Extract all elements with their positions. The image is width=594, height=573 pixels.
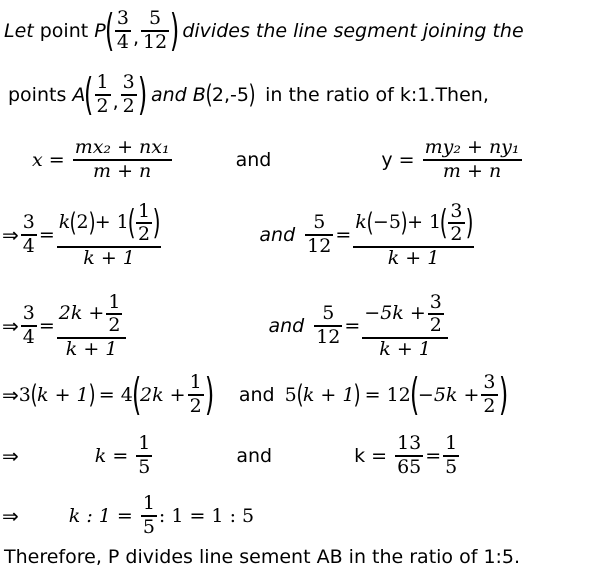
fraction-numerator: [57, 201, 162, 246]
point-p-label: P: [94, 20, 106, 42]
k-equals: k =: [94, 445, 129, 467]
left-paren: (: [104, 5, 114, 56]
left-paren: (: [409, 369, 420, 420]
equals-sign: =: [344, 315, 361, 337]
right-paren: ): [88, 208, 96, 239]
a-y-fraction: [121, 72, 137, 117]
plus-one: + 1: [94, 211, 129, 234]
thirteen-sixtyfifths-fraction: [395, 433, 423, 478]
left-paren: (: [439, 203, 448, 244]
ratio-result-line: [2, 488, 254, 544]
fraction-denominator: 2: [483, 394, 496, 417]
k-values-line: [2, 428, 461, 484]
left-paren: (: [84, 69, 94, 120]
and-word: and: [150, 84, 187, 106]
left-paren: (: [366, 208, 374, 239]
half-fraction: [188, 372, 204, 417]
ratio-text: in the ratio of k:1.Then,: [265, 84, 489, 106]
fraction-numerator: mx₂ + nx₁: [74, 136, 170, 159]
plus-one: + 1: [407, 211, 442, 234]
three-quarters-fraction: [21, 303, 37, 348]
section-formula-line: [32, 135, 524, 185]
fraction-numerator: 3: [450, 199, 463, 222]
p-y-fraction: [141, 8, 169, 53]
value: −5: [372, 211, 401, 234]
fraction-denominator: m + n: [93, 159, 152, 182]
equals-sign: =: [38, 315, 55, 337]
half-fraction: [106, 292, 122, 337]
implies-arrow: ⇒: [2, 504, 19, 528]
y-lhs: y =: [381, 149, 415, 171]
one-fifth-fraction: [141, 493, 157, 538]
y-substituted-fraction: [353, 201, 474, 270]
fraction-numerator: 3: [22, 302, 35, 325]
fraction-numerator: 1: [138, 432, 151, 455]
p-x-fraction: [115, 8, 131, 53]
fraction-numerator: 1: [96, 71, 109, 94]
fraction-denominator: 2: [96, 94, 109, 117]
left-paren: (: [205, 80, 213, 110]
fraction-denominator: 2: [429, 314, 442, 337]
equals-sign: =: [335, 224, 352, 246]
y-simplified-fraction: [362, 292, 448, 361]
right-paren: ): [353, 380, 362, 410]
b-coordinates: 2,-5: [211, 84, 249, 106]
k-plus-one: k + 1: [37, 384, 89, 406]
fraction-denominator: k + 1: [83, 246, 135, 269]
x-simplified-fraction: [57, 292, 127, 361]
implies-arrow: ⇒: [2, 314, 19, 338]
statement-line-1: [4, 6, 524, 56]
fraction-numerator: 3: [116, 7, 129, 30]
fraction-numerator: [353, 201, 474, 246]
fraction-denominator: 2: [122, 94, 135, 117]
minus-five-k-plus: −5k +: [364, 302, 426, 325]
fraction-denominator: 65: [397, 455, 422, 478]
implies-arrow: ⇒: [2, 223, 19, 247]
x-substituted-fraction: [57, 201, 162, 270]
equals-four: = 4: [98, 384, 133, 406]
fraction-denominator: k + 1: [65, 337, 118, 360]
fraction-denominator: 4: [116, 30, 129, 53]
point-word: point: [39, 20, 89, 42]
fraction-denominator: 5: [445, 455, 458, 478]
fraction-denominator: 2: [189, 394, 202, 417]
fraction-numerator: 1: [189, 371, 202, 394]
and-word: and: [238, 384, 275, 406]
right-paren: ): [465, 203, 474, 244]
fraction-numerator: 3: [122, 71, 135, 94]
statement-line-2: [8, 70, 489, 120]
fraction-numerator: 5: [149, 7, 162, 30]
right-paren: ): [88, 380, 96, 410]
simplified-line: [2, 288, 450, 364]
fraction-denominator: 12: [307, 234, 332, 257]
two-k-plus: 2k +: [58, 302, 105, 325]
one-fifth-fraction: [136, 433, 152, 478]
comma: ,: [112, 91, 119, 113]
k-term: k: [355, 211, 367, 234]
right-paren: ): [170, 5, 180, 56]
ratio-rhs: : 1 = 1 : 5: [158, 505, 255, 527]
a-x-fraction: [95, 72, 111, 117]
points-word: points: [8, 84, 67, 106]
fraction-denominator: 2: [138, 223, 151, 246]
half-fraction: [136, 201, 152, 246]
x-formula-fraction: [73, 137, 172, 182]
three-halves-fraction: [428, 292, 444, 337]
right-paren: ): [204, 369, 214, 420]
five-twelfths-fraction: [314, 303, 342, 348]
implies-arrow: ⇒: [2, 444, 19, 468]
fraction-numerator: my₂ + ny₁: [424, 136, 520, 159]
one-fifth-fraction: [443, 433, 459, 478]
k-term: k: [58, 211, 71, 234]
cross-multiply-line: [2, 368, 507, 422]
let-word: Let: [4, 20, 34, 42]
coefficient: 3: [18, 384, 31, 406]
fraction-numerator: 3: [429, 290, 442, 313]
value: 2: [76, 211, 89, 234]
statement-rest: divides the line segment joining the: [182, 20, 524, 42]
right-paren: ): [152, 203, 161, 244]
conclusion-text: Therefore, P divides line sement AB in the ratio of 1:5.: [4, 546, 521, 568]
left-paren: (: [30, 380, 38, 410]
implies-arrow: ⇒: [2, 383, 19, 407]
left-paren: (: [127, 203, 136, 244]
and-word: and: [259, 224, 296, 246]
k-equals: k =: [354, 445, 388, 467]
left-paren: (: [296, 380, 304, 410]
fraction-denominator: 4: [22, 325, 35, 348]
fraction-denominator: 4: [22, 234, 35, 257]
coefficient: 5: [284, 384, 297, 406]
y-formula-fraction: [423, 137, 522, 182]
fraction-numerator: 1: [108, 290, 121, 313]
fraction-denominator: 5: [138, 455, 151, 478]
point-b-label: B: [192, 84, 206, 106]
fraction-denominator: 5: [142, 515, 155, 538]
five-twelfths-fraction: [305, 212, 333, 257]
and-word: and: [235, 149, 272, 171]
left-paren: (: [131, 369, 142, 420]
left-paren: (: [69, 208, 77, 239]
three-quarters-fraction: [21, 212, 37, 257]
equals-sign: =: [425, 445, 442, 467]
fraction-numerator: [362, 292, 448, 337]
fraction-numerator: 13: [397, 432, 422, 455]
fraction-numerator: 1: [445, 432, 458, 455]
fraction-numerator: [57, 292, 127, 337]
fraction-denominator: k + 1: [379, 337, 431, 360]
equals-sign: =: [38, 224, 55, 246]
x-lhs: x =: [32, 149, 65, 171]
comma: ,: [132, 27, 139, 49]
ratio-lhs: k : 1 =: [68, 505, 133, 527]
right-paren: ): [498, 369, 508, 420]
equals-twelve: = 12: [364, 384, 411, 406]
right-paren: ): [400, 208, 408, 239]
two-k-plus: 2k +: [140, 384, 186, 406]
and-word: and: [236, 445, 273, 467]
fraction-denominator: 12: [316, 325, 341, 348]
fraction-denominator: 12: [142, 30, 168, 53]
minus-five-k-plus: −5k +: [417, 384, 480, 406]
point-a-label: A: [72, 84, 86, 106]
right-paren: ): [248, 80, 256, 110]
right-paren: ): [137, 69, 148, 120]
fraction-numerator: 3: [22, 211, 35, 234]
k-plus-one: k + 1: [302, 384, 355, 406]
fraction-numerator: 3: [483, 371, 496, 394]
three-halves-fraction: [481, 372, 497, 417]
fraction-numerator: 1: [142, 492, 155, 515]
substitution-line: [2, 192, 476, 278]
fraction-denominator: 2: [450, 223, 463, 246]
fraction-numerator: 5: [313, 211, 326, 234]
fraction-denominator: k + 1: [387, 246, 440, 269]
three-halves-fraction: [448, 201, 464, 246]
fraction-numerator: 1: [138, 199, 151, 222]
fraction-denominator: 2: [108, 314, 121, 337]
and-word: and: [268, 315, 305, 337]
fraction-numerator: 5: [322, 302, 335, 325]
fraction-denominator: m + n: [442, 159, 502, 182]
